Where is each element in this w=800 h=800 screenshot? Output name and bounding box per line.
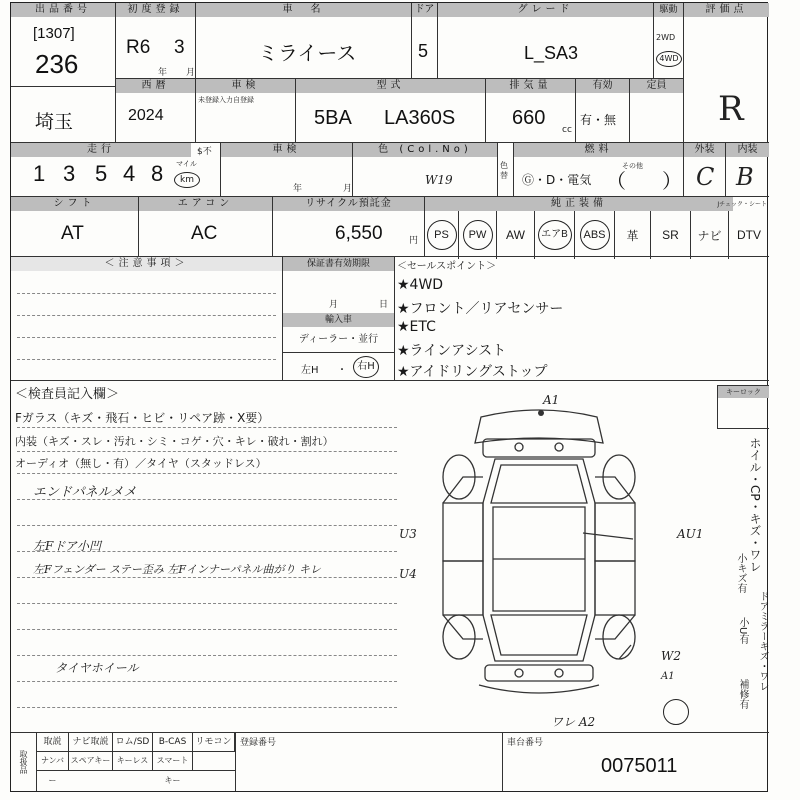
- mileage-digit-3: 5: [95, 161, 108, 186]
- warranty-month: 月: [329, 300, 339, 310]
- equip-pw: PW: [459, 211, 497, 259]
- mileage-header: 走行: [11, 143, 191, 157]
- region-value: 埼玉: [35, 111, 74, 133]
- equipment-header: 純正装備: [425, 197, 733, 211]
- spare-tire-icon: [663, 699, 689, 725]
- inspection-date-header: 車検: [221, 143, 352, 157]
- grade-header: グレード: [438, 3, 653, 17]
- inspection-header: 車検: [196, 79, 295, 93]
- color-code: W19: [425, 173, 453, 187]
- footer-side-label: 取扱品: [11, 733, 37, 791]
- exterior-header: 外装: [684, 143, 725, 157]
- type-header: 型式: [296, 79, 485, 93]
- equip-abs: ABS: [575, 211, 615, 259]
- mark-u3: U3: [399, 527, 417, 541]
- handle-right-circled: 右H: [353, 356, 379, 378]
- sale-point-4: ★ラインアシスト: [397, 343, 507, 359]
- drive-header: 駆動: [654, 3, 683, 17]
- month-unit: 月: [186, 68, 196, 78]
- warranty-import-cell: 保証書有効期限 月 日 輸入車 ディーラー・並行 左H ・ 右H: [283, 257, 395, 381]
- drive-2wd: 2WD: [656, 33, 676, 42]
- lot-number: 236: [35, 49, 79, 79]
- mileage-cell: [11, 143, 221, 197]
- year-unit: 年: [158, 68, 168, 78]
- side-note-sub1: 小キズ有: [735, 553, 746, 593]
- recycle-header: リサイクル預託金: [273, 197, 424, 211]
- equipment-list: [425, 211, 769, 257]
- equip-sr: SR: [651, 211, 691, 259]
- interior-header: 内装: [726, 143, 769, 157]
- footer-keyless: キーレス: [113, 751, 153, 771]
- inspector-note-wheel: タイヤホイール: [55, 661, 139, 675]
- score-cell: [684, 3, 769, 143]
- footer: [11, 733, 769, 791]
- mile-unit: マイル: [176, 160, 197, 168]
- sale-point-5: ★アイドリングストップ: [397, 364, 548, 380]
- key-lock-header: キーロック: [718, 386, 769, 398]
- side-note-sub2: ドアミラーキズ・ワレ: [757, 591, 768, 691]
- year-header: 西暦: [116, 79, 195, 93]
- inspector-note-endpanel: エンドパネルメメ: [33, 485, 137, 500]
- sale-point-1: ★4WD: [397, 277, 444, 293]
- first-reg-header: 初度登録: [116, 3, 195, 17]
- cc-unit: cc: [562, 125, 572, 135]
- aircon-value: AC: [191, 223, 218, 244]
- mileage-digit-5: 8: [151, 161, 164, 186]
- doors-cell: [412, 3, 438, 79]
- exterior-value: C: [696, 163, 715, 191]
- exterior-cell: [684, 143, 726, 197]
- sale-point-2: ★フロント／リアセンサー: [397, 301, 564, 317]
- footer-items: [37, 733, 235, 785]
- footer-smart-key: スマートキー: [153, 751, 193, 771]
- equip-leather: 革: [615, 211, 651, 259]
- grade-cell: [438, 3, 654, 79]
- inspector-section: [11, 381, 769, 733]
- equip-airbag: エアB: [535, 211, 575, 259]
- reg-era: R6: [126, 37, 151, 58]
- import-header: 輸入車: [283, 313, 394, 327]
- footer-chassis-label: 車台番号: [507, 738, 544, 748]
- fuel-other-label: その他: [622, 162, 643, 170]
- first-reg-cell: [116, 3, 196, 79]
- equip-ps: PS: [425, 211, 459, 259]
- fuel-header: 燃料: [514, 143, 683, 157]
- western-year: 2024: [128, 107, 164, 124]
- fuel-paren-close: ）: [662, 171, 682, 193]
- equipment-cell: [425, 197, 769, 257]
- doors-value: 5: [418, 41, 429, 61]
- aircon-header: エアコン: [139, 197, 272, 211]
- sale-point-3: ★ETC: [397, 319, 436, 335]
- footer-bcas: B-CAS: [153, 733, 193, 751]
- mark-a1-top: A1: [543, 393, 560, 407]
- side-note-main: ホイル・CP・キズ・ワレ: [748, 437, 762, 573]
- shift-value: AT: [61, 223, 84, 244]
- footer-chassis-cell: [503, 733, 769, 791]
- inspector-line-interior: 内装（キズ・スレ・汚れ・シミ・コゲ・穴・キレ・破れ・割れ）: [15, 435, 334, 448]
- turbo-value: 有・無: [580, 113, 617, 127]
- type-code: LA360S: [384, 107, 456, 129]
- model-name: ミライース: [258, 41, 357, 65]
- warranty-day: 日: [379, 300, 389, 310]
- mark-au1: AU1: [677, 527, 704, 541]
- inspection-cell: [196, 79, 296, 143]
- color-change-cell: [498, 143, 514, 197]
- inspector-line-glass: Fガラス（キズ・飛石・ヒビ・リペア跡・X要）: [15, 411, 270, 425]
- equip-aw: AW: [497, 211, 535, 259]
- inspection-month-unit: 月: [343, 184, 353, 194]
- inspection-date-cell: [221, 143, 353, 197]
- handle-left: 左H: [301, 365, 319, 376]
- grade-value: L_SA3: [524, 43, 579, 63]
- inspector-header: ＜検査員記入欄＞: [15, 387, 120, 402]
- equip-navi: ナビ: [691, 211, 729, 259]
- region-cell: [11, 87, 116, 143]
- doors-header: ドア: [412, 3, 437, 17]
- notes-cell: [11, 257, 283, 381]
- import-dealer: ディーラー・並行: [283, 327, 394, 353]
- color-header: 色 (Col.No): [353, 143, 497, 157]
- notes-header: ＜注意事項＞: [11, 257, 282, 271]
- footer-spare-key: スペアキー: [69, 751, 113, 771]
- inspector-note-fender: 左Fフェンダー ステー歪み 左Fインナーパネル曲がり キレ: [33, 563, 321, 576]
- mileage-cert: $不: [197, 147, 212, 157]
- year-cell: [116, 79, 196, 143]
- auction-sheet: [10, 2, 768, 792]
- shift-header: シフト: [11, 197, 138, 211]
- color-change-label: 色替: [500, 161, 508, 180]
- lot-header: 出品番号: [11, 3, 115, 17]
- recycle-unit: 円: [409, 236, 419, 246]
- turbo-cell: [576, 79, 630, 143]
- aircon-cell: [139, 197, 273, 257]
- sale-points-header: ＜セールスポイント＞: [397, 261, 497, 272]
- footer-manual: 取説: [37, 733, 69, 751]
- model-header: 車 名: [196, 3, 411, 17]
- reg-month: 3: [174, 37, 185, 58]
- mark-w2: W2: [661, 649, 681, 663]
- mileage-digit-1: 1: [33, 161, 46, 186]
- drive-4wd-circled: 4WD: [656, 51, 682, 67]
- fuel-paren-open: （: [606, 171, 626, 193]
- equip-dtv: DTV: [737, 228, 761, 242]
- warranty-header: 保証書有効期限: [283, 257, 394, 271]
- fixed-header: 定員: [630, 79, 683, 93]
- key-lock-box: [717, 385, 769, 429]
- unregistered-note: 未登録入力自登録: [198, 96, 254, 104]
- mileage-digit-4: 4: [123, 161, 136, 186]
- color-cell: [353, 143, 498, 197]
- fixed-cell: [630, 79, 684, 143]
- displacement-header: 排気量: [486, 79, 575, 93]
- inspector-line-audio: オーディオ（無し・有）／タイヤ（スタッドレス）: [15, 457, 267, 470]
- drive-cell: [654, 3, 684, 79]
- fuel-cell: [514, 143, 684, 197]
- km-unit-circled: km: [174, 172, 200, 188]
- model-cell: [196, 3, 412, 79]
- side-note-sub4: 補修有: [737, 679, 748, 709]
- mark-u4: U4: [399, 567, 417, 581]
- score-value: R: [718, 89, 744, 129]
- mark-bottom: ワレ A2: [551, 715, 596, 729]
- turbo-header: 有効: [576, 79, 629, 93]
- shift-cell: [11, 197, 139, 257]
- inspector-note-door: 左Fドア小凹: [33, 539, 101, 553]
- mark-a1-right: A1: [661, 671, 675, 682]
- type-prefix: 5BA: [314, 107, 352, 129]
- check-sheet-label: Jチェック・シート: [717, 201, 767, 208]
- footer-number: ナンバー: [37, 751, 69, 771]
- fuel-value: Ⓖ・D・電気: [522, 173, 592, 187]
- chassis-number: 0075011: [601, 755, 678, 777]
- displacement-value: 660: [512, 107, 546, 129]
- lot-code: [1307]: [33, 25, 75, 42]
- car-diagram: [423, 403, 655, 721]
- mileage-digit-2: 3: [63, 161, 76, 186]
- displacement-cell: [486, 79, 576, 143]
- interior-value: B: [736, 163, 754, 191]
- footer-reg-cell: [235, 733, 503, 791]
- footer-remote: リモコン: [193, 733, 235, 751]
- interior-cell: [726, 143, 769, 197]
- type-cell: [296, 79, 486, 143]
- lot-cell: [11, 3, 116, 87]
- footer-navi-manual: ナビ取説: [69, 733, 113, 751]
- inspection-year-unit: 年: [293, 184, 303, 194]
- footer-rom: ロム/SD: [113, 733, 153, 751]
- recycle-amount: 6,550: [335, 223, 383, 244]
- recycle-cell: [273, 197, 425, 257]
- footer-reg-label: 登録番号: [240, 738, 277, 748]
- score-header: 評価点: [684, 3, 769, 17]
- side-note-sub3: 小U有: [737, 617, 748, 645]
